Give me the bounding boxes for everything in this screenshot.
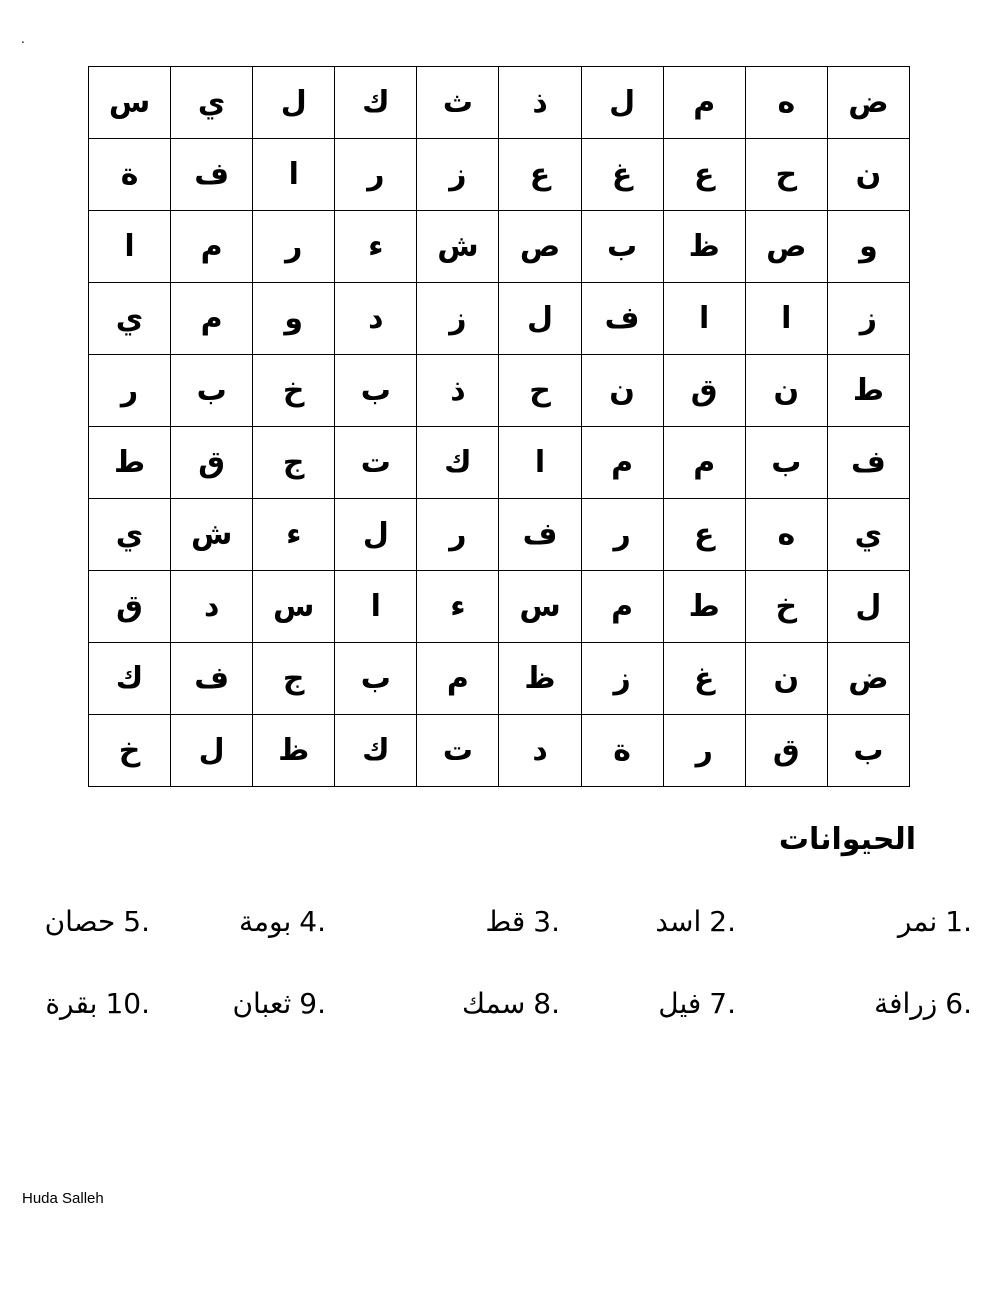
grid-cell[interactable]: م	[581, 571, 663, 643]
grid-cell[interactable]: ز	[417, 139, 499, 211]
word-item	[45, 905, 150, 938]
grid-cell[interactable]: ن	[745, 643, 827, 715]
word-text: حصان	[44, 905, 116, 938]
grid-cell[interactable]: ل	[171, 715, 253, 787]
grid-cell[interactable]: خ	[745, 571, 827, 643]
grid-cell[interactable]: ر	[581, 499, 663, 571]
grid-cell[interactable]: ص	[499, 211, 581, 283]
grid-row	[89, 499, 910, 571]
grid-cell[interactable]: ح	[745, 139, 827, 211]
grid-cell[interactable]: ر	[335, 139, 417, 211]
grid-cell[interactable]: ف	[171, 139, 253, 211]
grid-cell[interactable]: م	[171, 283, 253, 355]
word-number: 10.	[105, 987, 150, 1020]
grid-cell[interactable]: ج	[253, 643, 335, 715]
grid-cell[interactable]: ك	[335, 67, 417, 139]
section-title: الحيوانات	[778, 822, 916, 857]
grid-cell[interactable]: ل	[581, 67, 663, 139]
grid-cell[interactable]: ء	[335, 211, 417, 283]
grid-cell[interactable]: ج	[253, 427, 335, 499]
grid-cell[interactable]: ا	[499, 427, 581, 499]
word-text: ثعبان	[232, 987, 292, 1020]
grid-cell[interactable]: ا	[89, 211, 171, 283]
grid-cell[interactable]: ب	[745, 427, 827, 499]
word-item	[655, 905, 736, 938]
word-number: 1.	[945, 905, 972, 938]
grid-cell[interactable]: ط	[827, 355, 909, 427]
grid-row	[89, 67, 910, 139]
word-item	[462, 987, 560, 1020]
grid-cell[interactable]: ش	[417, 211, 499, 283]
grid-row	[89, 139, 910, 211]
grid-cell[interactable]: ش	[171, 499, 253, 571]
grid-cell[interactable]: ز	[581, 643, 663, 715]
grid-cell[interactable]: ع	[663, 499, 745, 571]
grid-cell[interactable]: م	[581, 427, 663, 499]
grid-cell[interactable]: ن	[745, 355, 827, 427]
grid-cell[interactable]: ع	[663, 139, 745, 211]
grid-cell[interactable]: ب	[171, 355, 253, 427]
grid-cell[interactable]: ر	[417, 499, 499, 571]
grid-cell[interactable]: م	[171, 211, 253, 283]
grid-cell[interactable]: ه	[745, 499, 827, 571]
grid-cell[interactable]: ز	[827, 283, 909, 355]
grid-cell[interactable]: ء	[417, 571, 499, 643]
grid-cell[interactable]: ذ	[417, 355, 499, 427]
grid-cell[interactable]: ظ	[253, 715, 335, 787]
grid-cell[interactable]: ا	[253, 139, 335, 211]
grid-cell[interactable]: س	[499, 571, 581, 643]
grid-cell[interactable]: ك	[335, 715, 417, 787]
grid-cell[interactable]: غ	[581, 139, 663, 211]
word-text: نمر	[897, 905, 938, 938]
grid-cell[interactable]: ي	[89, 283, 171, 355]
grid-cell[interactable]: ا	[745, 283, 827, 355]
grid-cell[interactable]: خ	[89, 715, 171, 787]
grid-row	[89, 571, 910, 643]
grid-cell[interactable]: ء	[253, 499, 335, 571]
word-number: 4.	[299, 905, 326, 938]
word-item	[874, 987, 972, 1020]
grid-cell[interactable]: ت	[335, 427, 417, 499]
grid-cell[interactable]: ب	[827, 715, 909, 787]
grid-cell[interactable]: س	[253, 571, 335, 643]
grid-row	[89, 715, 910, 787]
grid-cell[interactable]: ر	[253, 211, 335, 283]
grid-cell[interactable]: ب	[581, 211, 663, 283]
word-number: 3.	[533, 905, 560, 938]
grid-cell[interactable]: ف	[171, 643, 253, 715]
grid-cell[interactable]: و	[253, 283, 335, 355]
grid-cell[interactable]: ه	[745, 67, 827, 139]
grid-cell[interactable]: ب	[335, 355, 417, 427]
grid-cell[interactable]: ة	[581, 715, 663, 787]
grid-cell[interactable]: ك	[417, 427, 499, 499]
grid-cell[interactable]: ث	[417, 67, 499, 139]
grid-cell[interactable]: ح	[499, 355, 581, 427]
grid-cell[interactable]: ل	[253, 67, 335, 139]
grid-cell[interactable]: د	[171, 571, 253, 643]
word-number: 6.	[945, 987, 972, 1020]
word-search-grid	[88, 66, 910, 787]
word-number: 7.	[709, 987, 736, 1020]
grid-cell[interactable]: ظ	[499, 643, 581, 715]
page-mark: .	[21, 32, 25, 46]
grid-cell[interactable]: د	[335, 283, 417, 355]
grid-cell[interactable]: ر	[663, 715, 745, 787]
grid-cell[interactable]: ق	[663, 355, 745, 427]
grid-cell[interactable]: ب	[335, 643, 417, 715]
grid-cell[interactable]: ض	[827, 67, 909, 139]
word-number: 8.	[533, 987, 560, 1020]
grid-cell[interactable]: ل	[335, 499, 417, 571]
grid-cell[interactable]: ض	[827, 643, 909, 715]
grid-cell[interactable]: ا	[663, 283, 745, 355]
grid-cell[interactable]: م	[663, 67, 745, 139]
word-item	[239, 905, 326, 938]
grid-cell[interactable]: ف	[827, 427, 909, 499]
grid-cell[interactable]: ت	[417, 715, 499, 787]
word-text: بومة	[239, 905, 292, 938]
grid-row	[89, 643, 910, 715]
word-item	[485, 905, 560, 938]
word-number: 2.	[709, 905, 736, 938]
word-text: سمك	[462, 987, 526, 1020]
grid-row	[89, 355, 910, 427]
grid-cell[interactable]: ي	[171, 67, 253, 139]
grid-cell[interactable]: ط	[663, 571, 745, 643]
grid-cell[interactable]: ف	[499, 499, 581, 571]
word-item	[898, 905, 972, 938]
grid-cell[interactable]: ق	[89, 571, 171, 643]
grid-cell[interactable]: غ	[663, 643, 745, 715]
grid-cell[interactable]: ي	[827, 499, 909, 571]
author-credit: Huda Salleh	[22, 1190, 104, 1207]
grid-cell[interactable]: ل	[499, 283, 581, 355]
grid-cell[interactable]: ص	[745, 211, 827, 283]
grid-cell[interactable]: خ	[253, 355, 335, 427]
grid-row	[89, 211, 910, 283]
grid-cell[interactable]: ل	[827, 571, 909, 643]
grid-cell[interactable]: ة	[89, 139, 171, 211]
grid-cell[interactable]: ا	[335, 571, 417, 643]
word-text: قط	[485, 905, 526, 938]
grid-cell[interactable]: س	[89, 67, 171, 139]
grid-cell[interactable]: ك	[89, 643, 171, 715]
word-text: زرافة	[874, 987, 938, 1020]
word-text: اسد	[655, 905, 702, 938]
grid-cell[interactable]: ط	[89, 427, 171, 499]
word-text: فيل	[658, 987, 702, 1020]
grid-cell[interactable]: م	[417, 643, 499, 715]
grid-cell[interactable]: ف	[581, 283, 663, 355]
grid-cell[interactable]: ن	[827, 139, 909, 211]
grid-row	[89, 283, 910, 355]
grid-cell[interactable]: ن	[581, 355, 663, 427]
word-item	[232, 987, 326, 1020]
grid-cell[interactable]: ز	[417, 283, 499, 355]
word-item	[45, 987, 150, 1020]
word-text: بقرة	[45, 987, 98, 1020]
grid-cell[interactable]: ظ	[663, 211, 745, 283]
grid-cell[interactable]: ع	[499, 139, 581, 211]
word-number: 5.	[123, 905, 150, 938]
grid-cell[interactable]: د	[499, 715, 581, 787]
grid-cell[interactable]: و	[827, 211, 909, 283]
grid-cell[interactable]: ق	[171, 427, 253, 499]
grid-cell[interactable]: ق	[745, 715, 827, 787]
word-item	[658, 987, 736, 1020]
grid-cell[interactable]: ي	[89, 499, 171, 571]
grid-cell[interactable]: ر	[89, 355, 171, 427]
grid-cell[interactable]: ذ	[499, 67, 581, 139]
grid-cell[interactable]: م	[663, 427, 745, 499]
word-number: 9.	[299, 987, 326, 1020]
grid-row	[89, 427, 910, 499]
